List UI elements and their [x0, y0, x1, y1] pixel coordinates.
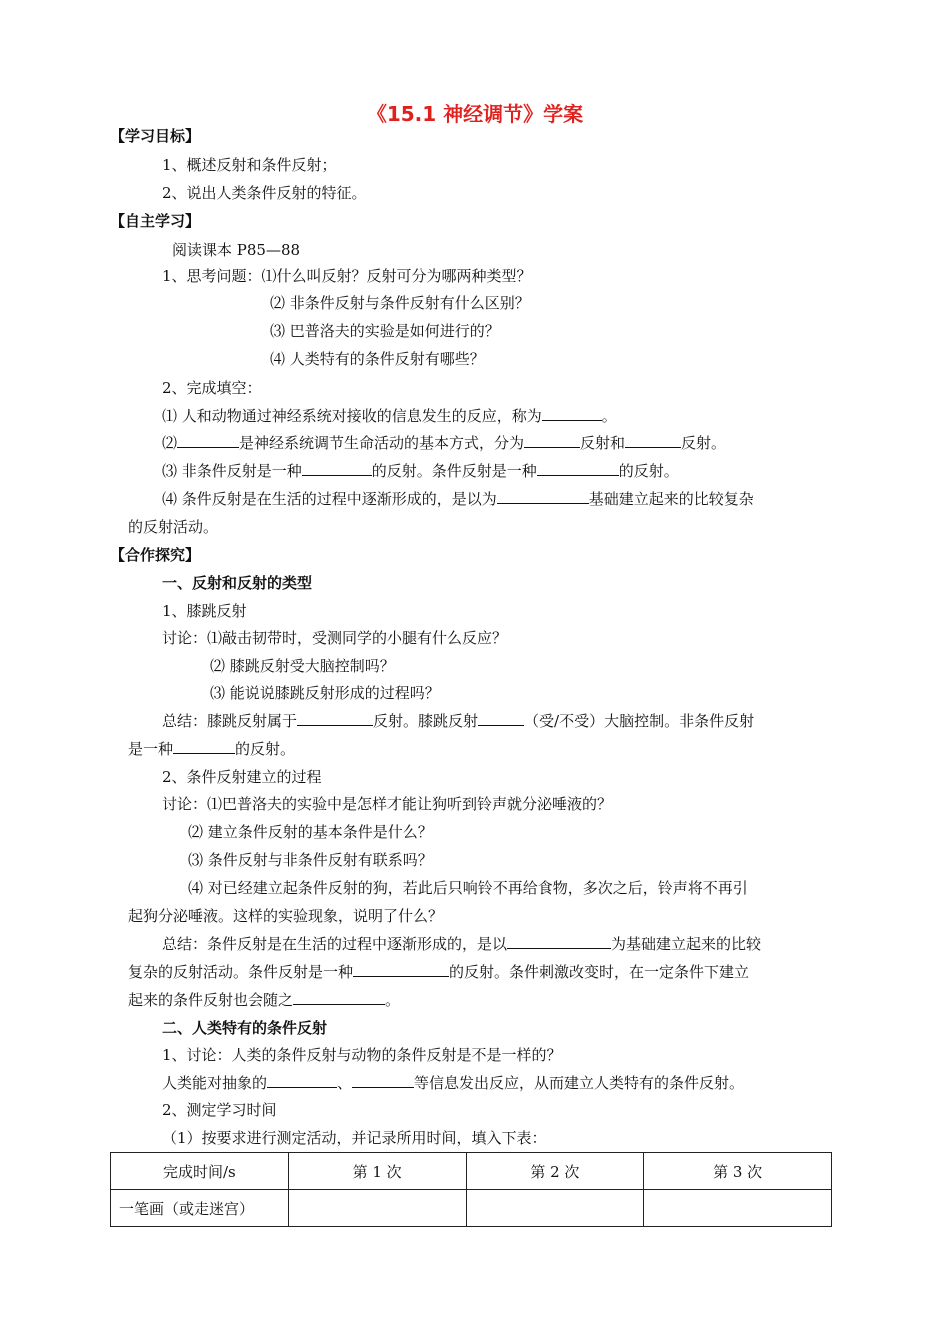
summary-text: 的反射。条件刺激改变时，在一定条件下建立 — [449, 963, 750, 981]
page-title: 《15.1 神经调节》学案 — [366, 102, 584, 126]
answer-blank[interactable] — [542, 406, 602, 421]
fill-item-2 — [162, 433, 726, 453]
table-header-cell: 第 1 次 — [288, 1153, 466, 1190]
subsection-timing: 2、测定学习时间 — [162, 1101, 277, 1119]
fill-text: 的反射。条件反射是一种 — [371, 462, 537, 480]
table-cell[interactable] — [644, 1190, 832, 1227]
answer-blank[interactable] — [625, 433, 681, 448]
subsection-conditioned: 2、条件反射建立的过程 — [162, 768, 322, 786]
answer-blank[interactable] — [302, 461, 372, 476]
fill-heading: 2、完成填空： — [162, 379, 262, 397]
fill-text: ⑷ 条件反射是在生活的过程中逐渐形成的，是以为 — [162, 490, 497, 508]
summary-text: （受/不受）大脑控制。非条件反射 — [524, 712, 755, 730]
summary-text: 为基础建立起来的比较 — [611, 935, 762, 953]
table-cell[interactable] — [466, 1190, 644, 1227]
fill-item-1 — [162, 406, 617, 426]
answer-blank[interactable] — [267, 1073, 337, 1088]
answer-blank[interactable] — [537, 461, 619, 476]
answer-blank[interactable] — [353, 962, 449, 977]
discussion-4: 讨论：⑴巴普洛夫的实验中是怎样才能让狗听到铃声就分泌唾液的？ — [162, 795, 613, 813]
section-1-title: 一、反射和反射的类型 — [162, 574, 313, 592]
summary-2-cont-2 — [128, 990, 400, 1010]
summary-text: 反射。膝跳反射 — [373, 712, 479, 730]
section-2-title: 二、人类特有的条件反射 — [162, 1019, 328, 1037]
fill-item-4-cont: 的反射活动。 — [128, 518, 219, 536]
fill-text: 基础建立起来的比较复杂 — [588, 490, 754, 508]
table-header-cell: 第 3 次 — [644, 1153, 832, 1190]
answer-blank[interactable] — [297, 711, 373, 726]
summary-text: 复杂的反射活动。条件反射是一种 — [128, 963, 354, 981]
reading-range: 阅读课本 P85—88 — [172, 241, 301, 259]
answer-blank[interactable] — [293, 990, 385, 1005]
fill-item-4 — [162, 489, 754, 509]
task-instruction: （1）按要求进行测定活动，并记录所用时间，填入下表： — [162, 1129, 547, 1147]
discussion-5: ⑵ 建立条件反射的基本条件是什么？ — [188, 823, 433, 841]
fill-text: 是神经系统调节生命活动的基本方式，分为 — [239, 434, 525, 452]
answer-blank[interactable] — [478, 711, 524, 726]
answer-text: 、 — [337, 1074, 353, 1092]
discussion-6: ⑶ 条件反射与非条件反射有联系吗？ — [188, 851, 433, 869]
coop-heading: 【合作探究】 — [110, 546, 201, 564]
question-4: ⑷ 人类特有的条件反射有哪些？ — [270, 350, 485, 368]
fill-text: 反射。 — [681, 434, 727, 452]
summary-text: 总结：膝跳反射属于 — [162, 712, 298, 730]
objective-item-2: 2、说出人类条件反射的特征。 — [162, 184, 367, 202]
answer-blank[interactable] — [497, 489, 589, 504]
summary-text: 起来的条件反射也会随之 — [128, 991, 294, 1009]
answer-text: 人类能对抽象的 — [162, 1074, 268, 1092]
summary-2-cont — [128, 962, 749, 982]
discussion-7: ⑷ 对已经建立起条件反射的狗，若此后只响铃不再给食物，多次之后，铃声将不再引 — [188, 879, 748, 897]
summary-1 — [162, 711, 754, 731]
fill-text: ⑶ 非条件反射是一种 — [162, 462, 302, 480]
question-1: 1、思考问题：⑴什么叫反射？反射可分为哪两种类型？ — [162, 267, 532, 285]
table-cell[interactable] — [288, 1190, 466, 1227]
fill-text: 。 — [601, 407, 617, 425]
table-header-cell: 第 2 次 — [466, 1153, 644, 1190]
discussion-8: 1、讨论：人类的条件反射与动物的条件反射是不是一样的？ — [162, 1046, 562, 1064]
answer-blank[interactable] — [177, 433, 239, 448]
answer-blank[interactable] — [173, 739, 235, 754]
table-header-cell: 完成时间/s — [111, 1153, 289, 1190]
answer-blank[interactable] — [352, 1073, 414, 1088]
subsection-knee-jerk: 1、膝跳反射 — [162, 602, 247, 620]
answer-blank[interactable] — [524, 433, 580, 448]
summary-text: 总结：条件反射是在生活的过程中逐渐形成的，是以 — [162, 935, 508, 953]
timing-table — [110, 1152, 832, 1227]
table-row-label: 一笔画（或走迷宫） — [111, 1190, 289, 1227]
discussion-1: 讨论：⑴敲击韧带时，受测同学的小腿有什么反应？ — [162, 629, 508, 647]
summary-text: 。 — [385, 991, 401, 1009]
summary-1-cont — [128, 739, 295, 759]
objectives-heading: 【学习目标】 — [110, 127, 201, 145]
discussion-3: ⑶ 能说说膝跳反射形成的过程吗？ — [210, 684, 440, 702]
answer-text: 等信息发出反应，从而建立人类特有的条件反射。 — [414, 1074, 745, 1092]
fill-text: ⑴ 人和动物通过神经系统对接收的信息发生的反应，称为 — [162, 407, 542, 425]
summary-2 — [162, 934, 761, 954]
table-row — [111, 1190, 832, 1227]
answer-blank[interactable] — [507, 934, 611, 949]
summary-text: 的反射。 — [235, 740, 296, 758]
question-2: ⑵ 非条件反射与条件反射有什么区别？ — [270, 294, 530, 312]
summary-text: 是一种 — [128, 740, 174, 758]
fill-text: ⑵ — [162, 434, 178, 452]
answer-line — [162, 1073, 744, 1093]
self-study-heading: 【自主学习】 — [110, 212, 201, 230]
fill-text: 反射和 — [580, 434, 626, 452]
fill-item-3 — [162, 461, 679, 481]
fill-text: 的反射。 — [618, 462, 679, 480]
objective-item-1: 1、概述反射和条件反射； — [162, 156, 337, 174]
discussion-2: ⑵ 膝跳反射受大脑控制吗？ — [210, 657, 395, 675]
question-3: ⑶ 巴普洛夫的实验是如何进行的？ — [270, 322, 500, 340]
discussion-7-cont: 起狗分泌唾液。这样的实验现象，说明了什么？ — [128, 907, 444, 925]
table-header-row — [111, 1153, 832, 1190]
